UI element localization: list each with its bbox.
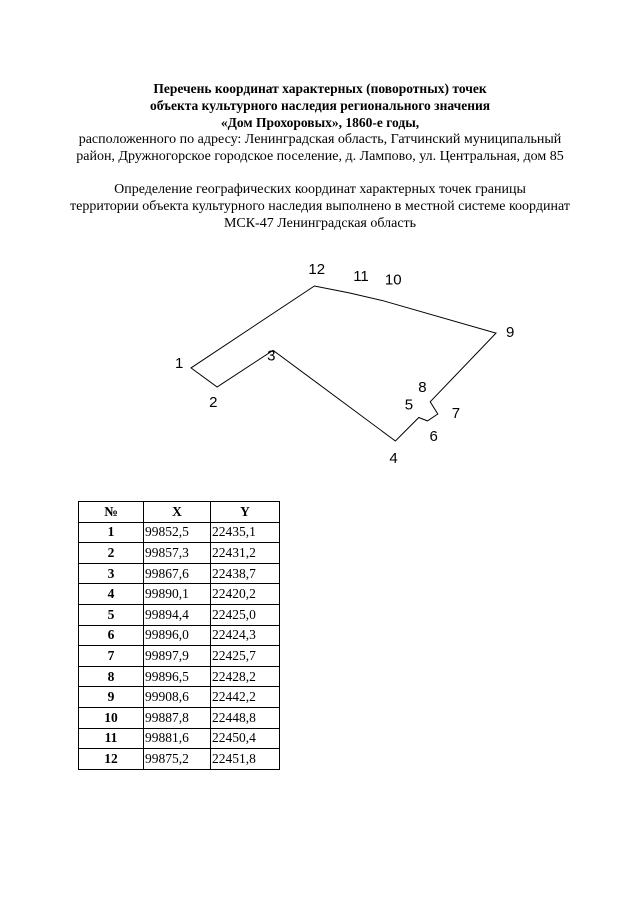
point-y: 22431,2 [211, 543, 280, 564]
point-x: 99887,8 [144, 707, 211, 728]
point-number: 1 [79, 522, 144, 543]
point-y: 22450,4 [211, 728, 280, 749]
header-x: X [144, 502, 211, 523]
point-x: 99867,6 [144, 563, 211, 584]
table-row [79, 522, 280, 543]
point-x: 99852,5 [144, 522, 211, 543]
point-x: 99896,5 [144, 666, 211, 687]
point-y: 22425,7 [211, 646, 280, 667]
point-y: 22448,8 [211, 707, 280, 728]
table-row [79, 749, 280, 770]
point-number: 9 [79, 687, 144, 708]
title-line-3: «Дом Прохоровых», 1860-е годы, [220, 115, 420, 130]
point-label-11: 11 [353, 267, 369, 285]
point-label-3: 3 [267, 347, 276, 365]
point-number: 2 [79, 543, 144, 564]
table-row [79, 584, 280, 605]
point-y: 22438,7 [211, 563, 280, 584]
address-line-2: район, Дружногорское городское поселение, д. Лампово, ул. Центральная, дом 85 [76, 149, 564, 164]
table-row [79, 563, 280, 584]
table-row [79, 604, 280, 625]
point-x: 99894,4 [144, 604, 211, 625]
title-line-2: объекта культурного наследия регионального значения [149, 98, 491, 113]
point-number: 4 [79, 584, 144, 605]
point-number: 3 [79, 563, 144, 584]
header-number: № [79, 502, 144, 523]
point-x: 99896,0 [144, 625, 211, 646]
point-label-12: 12 [308, 261, 326, 278]
note-line-2: территории объекта культурного наследия выполнено в местной системе координат [70, 199, 570, 214]
point-label-4: 4 [389, 450, 398, 467]
point-x: 99897,9 [144, 646, 211, 667]
point-label-9: 9 [506, 324, 515, 342]
note-line-1: Определение географических координат характерных точек границы [114, 182, 526, 197]
table-row [79, 728, 280, 749]
point-x: 99908,6 [144, 687, 211, 708]
title-line-1: Перечень координат характерных (поворотных) точек [153, 81, 487, 96]
header-y: Y [211, 502, 280, 523]
point-y: 22451,8 [211, 749, 280, 770]
point-number: 10 [79, 707, 144, 728]
point-label-2: 2 [209, 394, 218, 411]
coordinates-table [78, 501, 280, 770]
table-row [79, 543, 280, 564]
point-label-6: 6 [429, 427, 438, 445]
point-y: 22420,2 [211, 584, 280, 605]
point-label-1: 1 [175, 354, 184, 372]
point-label-10: 10 [384, 271, 402, 289]
point-number: 8 [79, 666, 144, 687]
address-line-1: расположенного по адресу: Ленинградская область, Гатчинский муниципальный [78, 132, 562, 147]
point-x: 99857,3 [144, 543, 211, 564]
point-number: 6 [79, 625, 144, 646]
point-y: 22442,2 [211, 687, 280, 708]
point-number: 12 [79, 749, 144, 770]
point-label-5: 5 [404, 396, 414, 414]
point-x: 99881,6 [144, 728, 211, 749]
point-label-7: 7 [451, 405, 461, 422]
point-x: 99890,1 [144, 584, 211, 605]
point-y: 22435,1 [211, 522, 280, 543]
point-number: 5 [79, 604, 144, 625]
table-row [79, 666, 280, 687]
note-line-3: МСК-47 Ленинградская область [223, 216, 417, 231]
point-x: 99875,2 [144, 749, 211, 770]
table-header-row [79, 502, 280, 523]
table-row [79, 707, 280, 728]
boundary-polygon [191, 286, 496, 441]
table-row [79, 687, 280, 708]
table-row [79, 646, 280, 667]
table-row [79, 625, 280, 646]
point-y: 22425,0 [211, 604, 280, 625]
point-number: 7 [79, 646, 144, 667]
point-number: 11 [79, 728, 144, 749]
point-label-8: 8 [418, 378, 427, 396]
point-y: 22424,3 [211, 625, 280, 646]
point-y: 22428,2 [211, 666, 280, 687]
